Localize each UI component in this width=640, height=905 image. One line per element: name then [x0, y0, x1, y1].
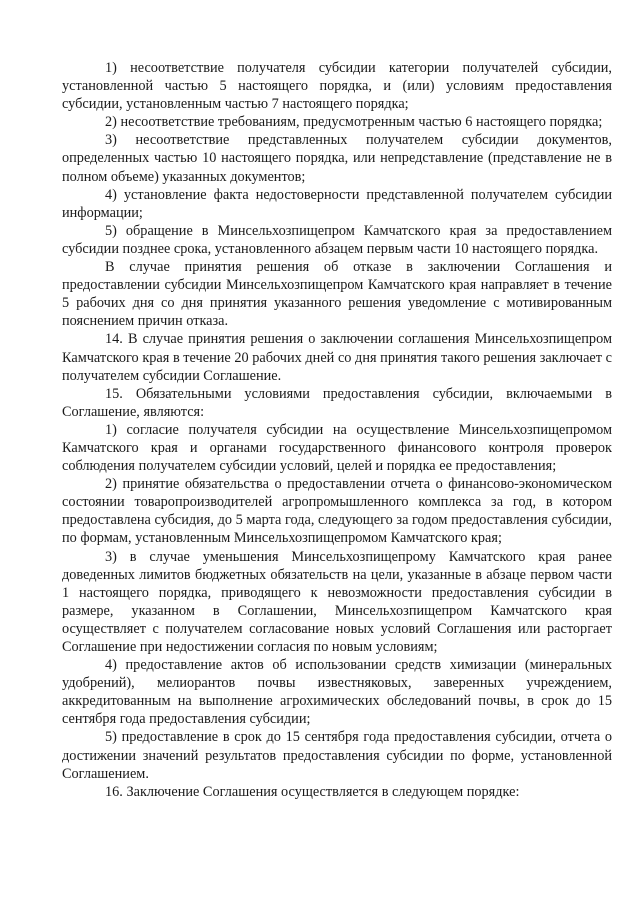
paragraph-condition-4: 4) предоставление актов об использовании средств химизации (минеральных удобрений), мелиорантов почвы известняковых, заверенных учреждением, аккредитованным на выполнение агрохимических обследований почвы, в срок до 15 сентября года предоставления субсидии; [62, 657, 612, 728]
paragraph-clause-16: 16. Заключение Соглашения осуществляется в следующем порядке: [105, 783, 520, 800]
paragraph-refusal-1: 1) несоответствие получателя субсидии категории получателей субсидии, установленной частью 5 настоящего порядка, и (или) условиям предоставления субсидии, установленным частью 7 настоящего порядка; [62, 60, 612, 113]
paragraph-condition-1: 1) согласие получателя субсидии на осуществление Минсельхозпищепромом Камчатского края и органами государственного финансового контроля проверок соблюдения получателем субсидии условий, целей и порядка ее предоставления; [62, 421, 612, 475]
paragraph-refusal-3: 3) несоответствие представленных получателем субсидии документов, определенных частью 10 настоящего порядка, или непредставление (представление не в полном объеме) указанных документов; [62, 132, 612, 185]
paragraph-condition-2: 2) принятие обязательства о предоставлении отчета о финансово-экономическом состоянии товаропроизводителей агропромышленного комплекса за год, в котором предоставлена субсидия, до 5 марта года, следующего за годом предоставления субсидии, по формам, установленным Минсельхозпищепромом Камчатского края; [62, 476, 612, 547]
paragraph-clause-15: 15. Обязательными условиями предоставления субсидии, включаемыми в Соглашение, являются: [62, 385, 612, 420]
paragraph-refusal-5: 5) обращение в Минсельхозпищепром Камчатского края за предоставлением субсидии позднее срока, установленного абзацем первым части 10 настоящего порядка. [62, 222, 612, 257]
paragraph-condition-3: 3) в случае уменьшения Минсельхозпищепрому Камчатского края ранее доведенных лимитов бюджетных обязательств на цели, указанные в абзаце первом части 1 настоящего порядка, приводящего к невозможности предоставления субсидии в размере, указанном в Соглашении, Минсельхозпищепром Камчатского края осуществляет с получателем согласование новых условий Соглашения или расторгает Соглашение при недостижении согласия по новым условиям; [62, 548, 612, 655]
paragraph-refusal-notice: В случае принятия решения об отказе в заключении Соглашения и предоставлении субсидии Минсельхозпищепром Камчатского края направляет в течение 5 рабочих дня со дня принятия указанного решения уведомление с мотивированным пояснением причин отказа. [62, 259, 612, 330]
paragraph-condition-5: 5) предоставление в срок до 15 сентября года предоставления субсидии, отчета о достижении значений результатов предоставления субсидии по форме, установленной Соглашением. [62, 729, 612, 782]
paragraph-refusal-4: 4) установление факта недостоверности представленной получателем субсидии информации; [62, 186, 612, 221]
paragraph-clause-14: 14. В случае принятия решения о заключении соглашения Минсельхозпищепром Камчатского края в течение 20 рабочих дней со дня принятия такого решения заключает с получателем субсидии Соглашение. [62, 331, 612, 384]
paragraph-refusal-2: 2) несоответствие требованиям, предусмотренным частью 6 настоящего порядка; [105, 114, 603, 131]
